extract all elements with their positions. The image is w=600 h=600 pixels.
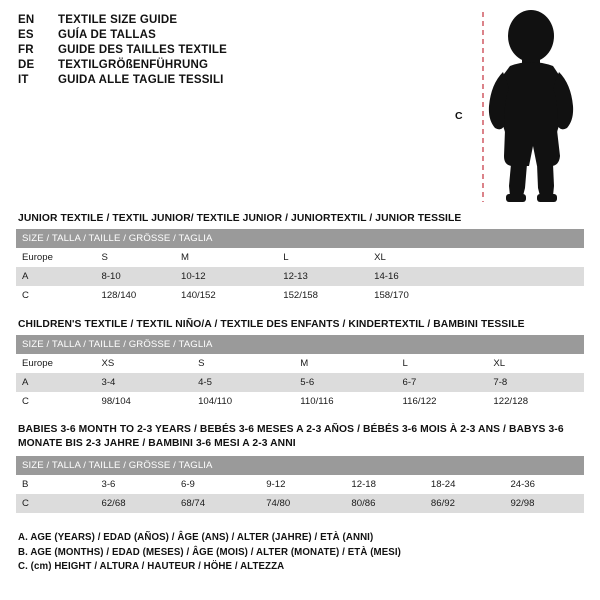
cell: M: [181, 252, 190, 263]
cell: L: [283, 252, 289, 263]
cell: 104/110: [198, 396, 233, 407]
row-label: C: [22, 498, 29, 509]
language-title-block: [18, 14, 448, 89]
table-row: [16, 229, 584, 248]
cell: 152/158: [283, 290, 318, 301]
table-row: [16, 286, 584, 305]
cell: 122/128: [493, 396, 529, 407]
cell: 10-12: [181, 271, 206, 282]
cell: 24-36: [510, 479, 535, 490]
babies-size-header: SIZE / TALLA / TAILLE / GRÖSSE / TAGLIA: [22, 460, 213, 471]
table-row: [16, 392, 584, 411]
cell: 62/68: [101, 498, 126, 509]
cell: 3-4: [101, 377, 116, 388]
cell: S: [198, 358, 205, 369]
cell: 110/116: [300, 396, 334, 407]
language-code-fr: FR: [18, 44, 34, 56]
table-babies: [16, 456, 584, 513]
table-row: [16, 494, 584, 513]
cell: 5-6: [300, 377, 315, 388]
row-label: C: [22, 290, 29, 301]
language-title-de: TEXTILGRÖßENFÜHRUNG: [58, 59, 209, 71]
table-row: [16, 475, 584, 494]
cell: 12-18: [351, 479, 376, 490]
children-size-header: SIZE / TALLA / TAILLE / GRÖSSE / TAGLIA: [22, 339, 213, 350]
language-code-de: DE: [18, 59, 35, 71]
cell: 3-6: [101, 479, 116, 490]
row-label: Europe: [22, 358, 53, 369]
language-row-es: [18, 29, 448, 41]
height-measure-label: C: [455, 110, 463, 122]
cell: 7-8: [493, 377, 508, 388]
language-title-it: GUIDA ALLE TAGLIE TESSILI: [58, 74, 224, 86]
cell: 8-10: [101, 271, 121, 282]
spacer: [16, 305, 584, 319]
cell: 6-7: [402, 377, 417, 388]
cell: 6-9: [181, 479, 195, 490]
measurement-figure: [455, 6, 595, 206]
row-label: A: [22, 377, 29, 388]
table-junior: [16, 229, 584, 305]
section-title-babies: BABIES 3-6 MONTH TO 2-3 YEARS / BEBÉS 3-6 MESES A 2-3 AÑOS / BÉBÉS 3-6 MOIS À 2-3 ANS / BABYS 3-6 MONATE BIS 2-3 JAHRE / BAMBINI 3-6 MESI A 2-3 ANNI: [18, 424, 564, 449]
cell: M: [300, 358, 309, 369]
cell: L: [402, 358, 408, 369]
cell: 140/152: [181, 290, 216, 301]
cell: 116/122: [402, 396, 437, 407]
cell: 68/74: [181, 498, 206, 509]
table-row: [16, 456, 584, 475]
cell: 128/140: [101, 290, 137, 301]
cell: XS: [101, 358, 115, 369]
cell: 18-24: [430, 479, 456, 490]
language-title-en: TEXTILE SIZE GUIDE: [58, 14, 178, 26]
size-tables: [16, 213, 584, 513]
table-row: [16, 248, 584, 267]
language-code-es: ES: [18, 29, 34, 41]
cell: 86/92: [430, 498, 455, 509]
language-row-it: [18, 74, 448, 86]
cell: 9-12: [266, 479, 286, 490]
language-code-it: IT: [18, 74, 29, 86]
cell: XL: [374, 252, 386, 263]
language-title-fr: GUIDE DES TAILLES TEXTILE: [58, 44, 227, 56]
cell: 12-13: [283, 271, 308, 282]
junior-size-header: SIZE / TALLA / TAILLE / GRÖSSE / TAGLIA: [22, 233, 213, 244]
language-title-es: GUÍA DE TALLAS: [58, 29, 156, 41]
table-row: [16, 354, 584, 373]
cell: 14-16: [374, 271, 399, 282]
legend-block: [18, 531, 578, 575]
legend-line-c: C. (cm) HEIGHT / ALTURA / HAUTEUR / HÖHE / ALTEZZA: [18, 561, 285, 572]
section-title-junior: JUNIOR TEXTILE / TEXTIL JUNIOR/ TEXTILE JUNIOR / JUNIORTEXTIL / JUNIOR TESSILE: [18, 213, 462, 224]
table-row: [16, 335, 584, 354]
toddler-silhouette-icon: [465, 6, 595, 206]
table-children: [16, 335, 584, 411]
cell: S: [101, 252, 108, 263]
section-title-children: CHILDREN'S TEXTILE / TEXTIL NIÑO/A / TEXTILE DES ENFANTS / KINDERTEXTIL / BAMBINI TESSILE: [18, 319, 525, 330]
cell: 92/98: [510, 498, 535, 509]
table-row: [16, 373, 584, 392]
table-row: [16, 267, 584, 286]
row-label: Europe: [22, 252, 53, 263]
cell: 4-5: [198, 377, 212, 388]
language-row-de: [18, 59, 448, 71]
cell: 74/80: [266, 498, 291, 509]
language-code-en: EN: [18, 14, 35, 26]
legend-line-b: B. AGE (MONTHS) / EDAD (MESES) / ÂGE (MOIS) / ALTER (MONATE) / ETÀ (MESI): [18, 546, 401, 558]
cell: 158/170: [374, 290, 409, 301]
language-row-en: [18, 14, 448, 26]
row-label: C: [22, 396, 29, 407]
spacer: [16, 411, 584, 423]
legend-line-a: A. AGE (YEARS) / EDAD (AÑOS) / ÂGE (ANS) / ALTER (JAHRE) / ETÀ (ANNI): [18, 532, 374, 543]
language-row-fr: [18, 44, 448, 56]
cell: 98/104: [101, 396, 131, 407]
row-label: A: [22, 271, 29, 282]
cell: XL: [493, 358, 506, 369]
cell: 80/86: [351, 498, 376, 509]
row-label: B: [22, 479, 29, 490]
